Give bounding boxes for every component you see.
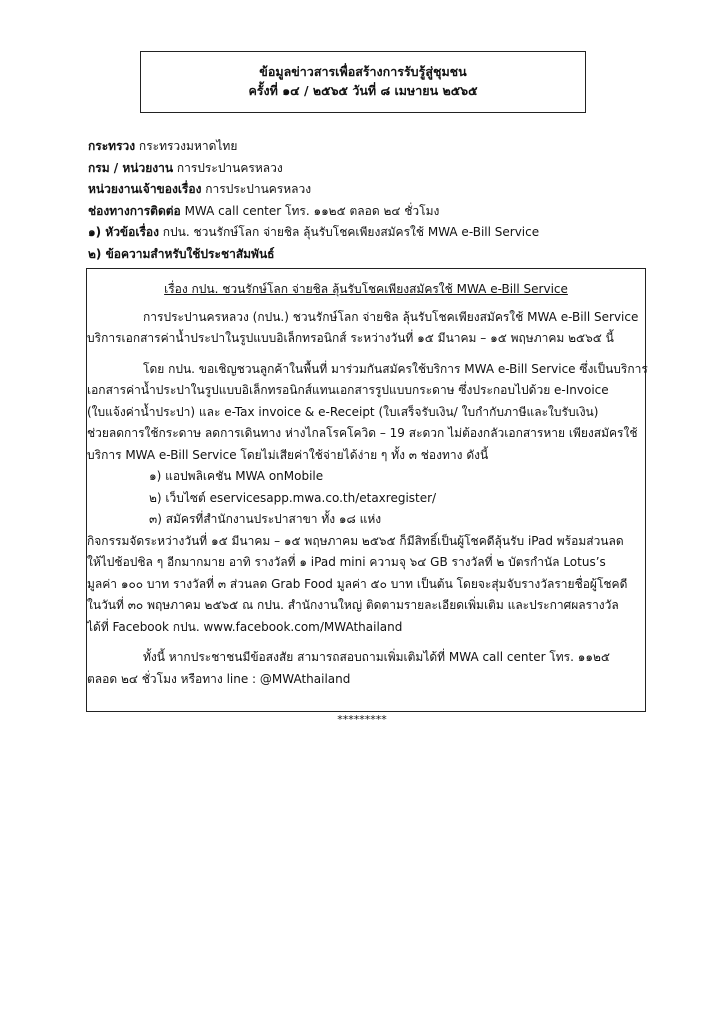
ministry-value: กระทรวงมหาดไทย (135, 139, 238, 153)
channel-item-2: ๒) เว็บไซต์ eservicesapp.mwa.co.th/etaxregister/ (149, 490, 437, 505)
pr-heading-row (88, 244, 648, 266)
paragraph-2-line-1: โดย กปน. ขอเชิญชวนลูกค้าในพื้นที่ มาร่วมกันสมัครใช้บริการ MWA e-Bill Service ซึ่งเป็นบริการ (143, 361, 648, 376)
topic-label: ๑) หัวข้อเรื่อง (88, 225, 159, 239)
contact-value: MWA call center โทร. ๑๑๒๕ ตลอด ๒๔ ชั่วโมง (180, 203, 440, 218)
meta-section (88, 136, 648, 265)
channel-item-3: ๓) สมัครที่สำนักงานประปาสาขา ทั้ง ๑๘ แห่ง (149, 512, 382, 526)
pr-content-box (86, 268, 646, 712)
end-mark: ********* (337, 713, 387, 726)
header-issue-date: ครั้งที่ ๑๔ / ๒๕๖๕ วันที่ ๘ เมษายน ๒๕๖๕ (248, 83, 478, 98)
department-row (88, 158, 648, 180)
subject-line: เรื่อง กปน. ชวนรักษ์โลก จ่ายชิล ลุ้นรับโชคเพียงสมัครใช้ MWA e-Bill Service (164, 282, 568, 296)
paragraph-4-line-2: ตลอด ๒๔ ชั่วโมง หรือทาง line : @MWAthailand (87, 671, 351, 686)
paragraph-3-line-2: ให้ไปช้อปชิล ๆ อีกมากมาย อาทิ รางวัลที่ ๑ iPad mini ความจุ ๖๔ GB รางวัลที่ ๒ บัตรกำนัล Lotus’s (87, 555, 606, 569)
paragraph-4-line-1: ทั้งนี้ หากประชาชนมีข้อสงสัย สามารถสอบถามเพิ่มเติมได้ที่ MWA call center โทร. ๑๑๒๕ (143, 650, 610, 664)
header-box (140, 51, 586, 113)
topic-row (88, 222, 648, 244)
paragraph-spacer (87, 638, 645, 647)
header-title: ข้อมูลข่าวสารเพื่อสร้างการรับรู้สู่ชุมชน (259, 64, 467, 79)
paragraph-2-line-4: ช่วยลดการใช้กระดาษ ลดการเดินทาง ห่างไกลโรคโควิด – 19 สะดวก ไม่ต้องกลัวเอกสารหาย เพียงสมัครใช้ (87, 426, 638, 440)
ministry-row (88, 136, 648, 158)
owner-row (88, 179, 648, 201)
pr-heading: ๒) ข้อความสำหรับใช้ประชาสัมพันธ์ (88, 246, 275, 261)
topic-value: กปน. ชวนรักษ์โลก จ่ายชิล ลุ้นรับโชคเพียงสมัครใช้ MWA e-Bill Service (158, 225, 540, 239)
paragraph-3-line-4: ในวันที่ ๓๐ พฤษภาคม ๒๕๖๕ ณ กปน. สำนักงานใหญ่ ติดตามรายละเอียดเพิ่มเติม และประกาศผลรางวัล (87, 598, 619, 612)
department-value: การประปานครหลวง (173, 160, 283, 175)
paragraph-2-line-2: เอกสารค่าน้ำประปาในรูปแบบอิเล็กทรอนิกส์แทนเอกสารรูปแบบกระดาษ ซึ่งประกอบไปด้วย e-Invoice (87, 383, 609, 397)
paragraph-3-line-1: กิจกรรมจัดระหว่างวันที่ ๑๕ มีนาคม – ๑๕ พฤษภาคม ๒๕๖๕ ก็มีสิทธิ์เป็นผู้โชคดีลุ้นรับ iPad พร้อมส่วนลด (87, 533, 624, 548)
paragraph-3-line-5: ได้ที่ Facebook กปน. www.facebook.com/MWAthailand (87, 619, 403, 634)
department-label: กรม / หน่วยงาน (88, 160, 174, 175)
paragraph-1-line-1: การประปานครหลวง (กปน.) ชวนรักษ์โลก จ่ายชิล ลุ้นรับโชคเพียงสมัครใช้ MWA e-Bill Service (143, 309, 639, 324)
owner-value: การประปานครหลวง (201, 182, 312, 196)
paragraph-1-line-2: บริการเอกสารค่าน้ำประปาในรูปแบบอิเล็กทรอนิกส์ ระหว่างวันที่ ๑๕ มีนาคม – ๑๕ พฤษภาคม ๒๕๖๕ นี้ (87, 331, 614, 345)
paragraph-spacer (87, 350, 645, 359)
ministry-label: กระทรวง (88, 139, 136, 153)
paragraph-3-line-3: มูลค่า ๑๐๐ บาท รางวัลที่ ๓ ส่วนลด Grab Food มูลค่า ๕๐ บาท เป็นต้น โดยจะสุ่มจับรางวัลรายชื่อผู้โชคดี (87, 576, 628, 591)
contact-label: ช่องทางการติดต่อ (88, 203, 181, 218)
owner-label: หน่วยงานเจ้าของเรื่อง (88, 182, 202, 196)
channel-item-1: ๑) แอปพลิเคชัน MWA onMobile (149, 469, 324, 483)
paragraph-2-line-3: (ใบแจ้งค่าน้ำประปา) และ e-Tax invoice & e-Receipt (ใบเสร็จรับเงิน/ ใบกำกับภาษีและใบรับเงิน) (87, 404, 599, 419)
paragraph-2-line-5: บริการ MWA e-Bill Service โดยไม่เสียค่าใช้จ่ายได้ง่าย ๆ ทั้ง ๓ ช่องทาง ดังนี้ (87, 447, 489, 462)
contact-row (88, 201, 648, 223)
